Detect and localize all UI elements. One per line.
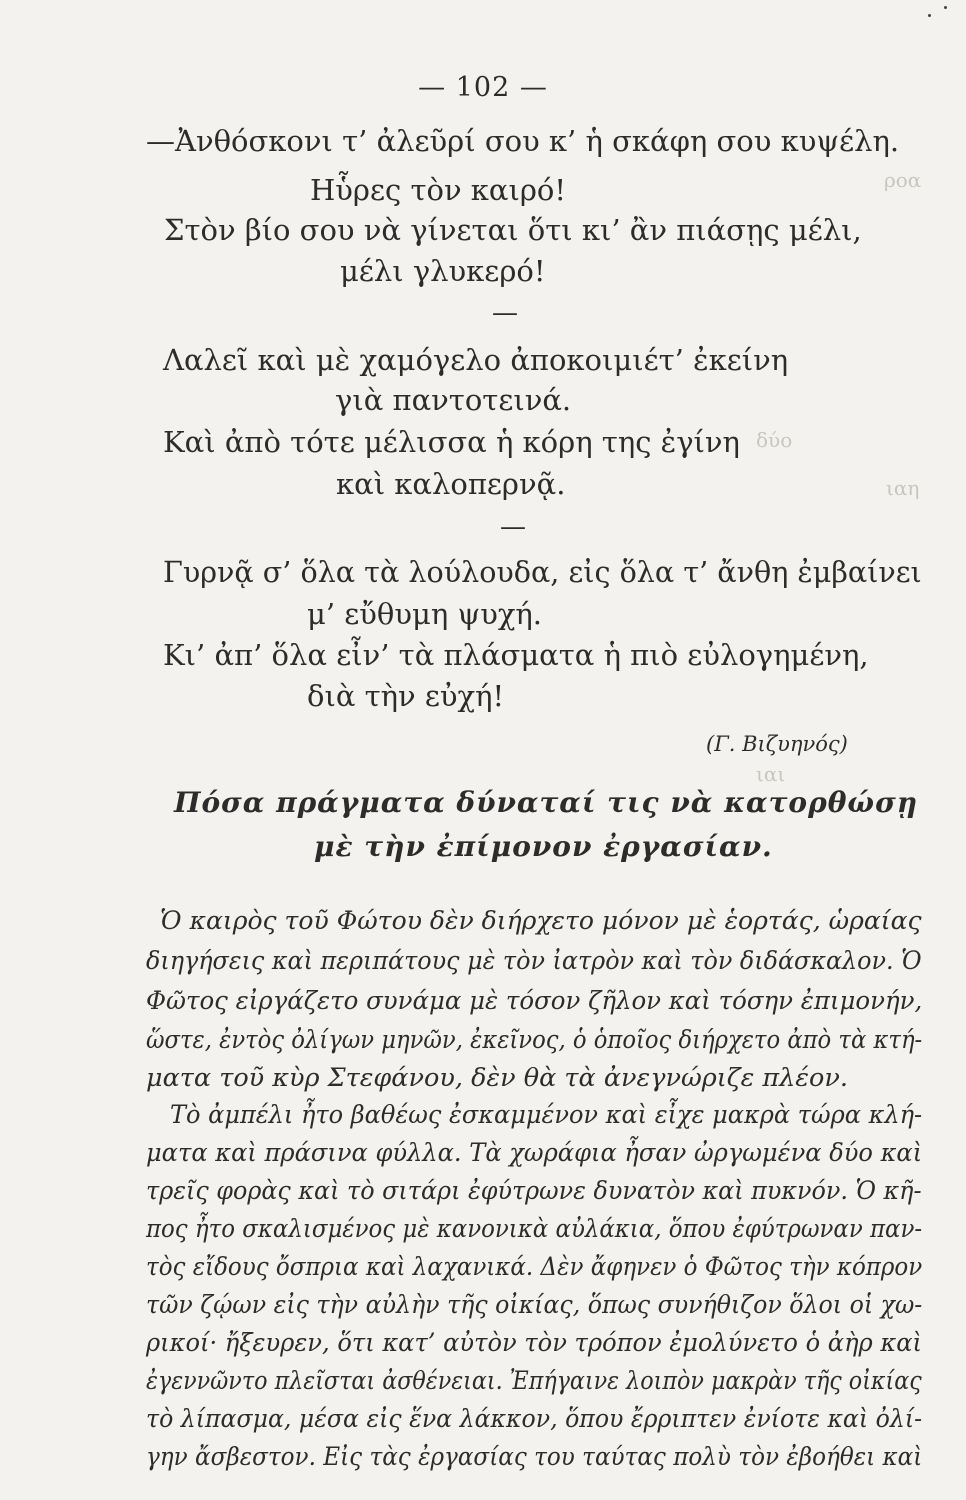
poem-line: καὶ καλοπερνᾷ. <box>336 467 566 501</box>
poem-line: διὰ τὴν εὐχή! <box>307 679 505 713</box>
prose-line: Τὸ ἀμπέλι ἦτο βαθέως ἐσκαμμένον καὶ εἶχε μακρὰ τώρα κλή- <box>170 1100 923 1130</box>
section-heading-line: μὲ τὴν ἐπίμονον ἐργασίαν. <box>314 830 773 863</box>
prose-line: ματα τοῦ κὺρ Στεφάνου, δὲν θὰ τὰ ἀνεγνώριζε πλέον. <box>146 1063 848 1093</box>
poem-line: μέλι γλυκερό! <box>340 254 546 288</box>
poem-line: Ηὗρες τὸν καιρό! <box>310 173 567 207</box>
bleed-through-text: ιαι <box>756 762 786 786</box>
bleed-through-text: δύο <box>756 428 793 452</box>
bleed-through-text: ροα <box>884 168 922 192</box>
speck-mark <box>944 6 947 9</box>
prose-line: τρεῖς φορὰς καὶ τὸ σιτάρι ἐφύτρωνε δυνατὸν καὶ πυκνόν. Ὁ κῆ- <box>146 1176 922 1206</box>
prose-line: Φῶτος εἰργάζετο συνάμα μὲ τόσον ζῆλον καὶ τόσην ἐπιμονήν, <box>146 986 923 1016</box>
poem-line: Γυρνᾷ σ’ ὅλα τὰ λούλουδα, εἰς ὅλα τ’ ἄνθη ἐμβαίνει <box>163 555 922 589</box>
bleed-through-text: ιαη <box>886 476 920 500</box>
prose-line: ὥστε, ἐντὸς ὀλίγων μηνῶν, ἐκεῖνος, ὁ ὁποῖος διήρχετο ἀπὸ τὰ κτή- <box>146 1025 923 1055</box>
poem-line: —Ἀνθόσκονι τ’ ἀλεῦρί σου κ’ ἡ σκάφη σου κυψέλη. <box>146 124 900 158</box>
prose-line: τὸ λίπασμα, μέσα εἰς ἕνα λάκκον, ὅπου ἔρριπτεν ἐνίοτε καὶ ὀλί- <box>146 1404 923 1434</box>
prose-line: τῶν ζῴων εἰς τὴν αὐλὴν τῆς οἰκίας, ὅπως συνήθιζον ὅλοι οἱ χω- <box>146 1290 923 1320</box>
prose-line: τὸς εἴδους ὄσπρια καὶ λαχανικά. Δὲν ἄφηνεν ὁ Φῶτος τὴν κόπρον <box>146 1252 923 1282</box>
speck-mark <box>928 14 931 17</box>
prose-line: ἐγεννῶντο πλεῖσται ἀσθένειαι. Ἐπήγαινε λοιπὸν μακρὰν τῆς οἰκίας <box>146 1366 922 1396</box>
poem-line: Λαλεῖ καὶ μὲ χαμόγελο ἀποκοιμιέτ’ ἐκείνη <box>163 343 789 377</box>
prose-line: διηγήσεις καὶ περιπάτους μὲ τὸν ἰατρὸν καὶ τὸν διδάσκαλον. Ὁ <box>146 946 922 976</box>
poem-line: Στὸν βίο σου νὰ γίνεται ὅτι κι’ ἂν πιάσῃς μέλι, <box>164 213 862 247</box>
stanza-separator: — <box>500 512 526 542</box>
poem-line: Κι’ ἀπ’ ὅλα εἶν’ τὰ πλάσματα ἡ πιὸ εὐλογημένη, <box>163 638 869 672</box>
section-heading-line: Πόσα πράγματα δύναταί τις νὰ κατορθώσῃ <box>174 786 919 819</box>
poem-attribution: (Γ. Βιζυηνός) <box>706 732 848 756</box>
poem-line: γιὰ παντοτεινά. <box>335 383 572 417</box>
prose-line: ματα καὶ πράσινα φύλλα. Τὰ χωράφια ἦσαν ὠργωμένα δύο καὶ <box>146 1138 923 1168</box>
prose-line: γην ἄσβεστον. Εἰς τὰς ἐργασίας του ταύτας πολὺ τὸν ἐβοήθει καὶ <box>146 1442 923 1472</box>
prose-line: ρικοί· ἤξευρεν, ὅτι κατ’ αὐτὸν τὸν τρόπον ἐμολύνετο ὁ ἀὴρ καὶ <box>146 1328 923 1358</box>
prose-line: Ὁ καιρὸς τοῦ Φώτου δὲν διήρχετο μόνον μὲ ἑορτάς, ὡραίας <box>160 906 922 936</box>
page-number: — 102 — <box>418 72 548 103</box>
poem-line: μ’ εὔθυμη ψυχή. <box>307 597 543 631</box>
prose-line: πος ἦτο σκαλισμένος μὲ κανονικὰ αὐλάκια, ὅπου ἐφύτρωναν παν- <box>146 1214 923 1244</box>
stanza-separator: — <box>492 298 518 328</box>
poem-line: Καὶ ἀπὸ τότε μέλισσα ἡ κόρη της ἐγίνη <box>163 425 740 459</box>
